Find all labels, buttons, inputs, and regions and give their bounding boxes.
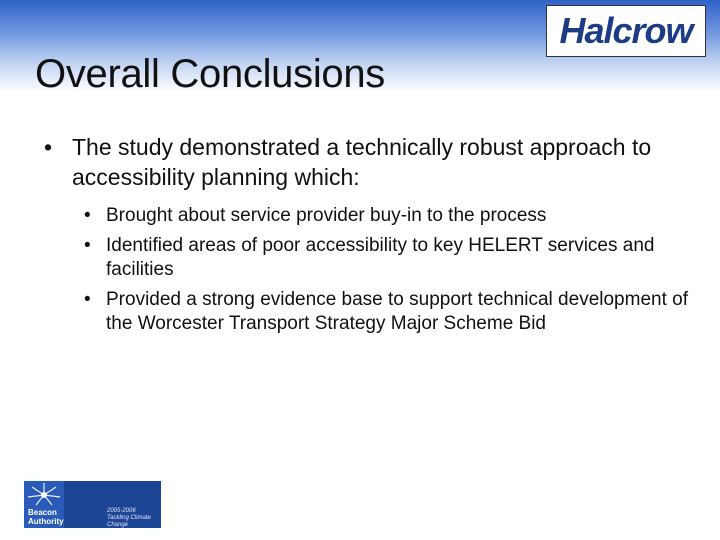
beacon-logo-line2: Authority [28,517,64,526]
bullet-dot-icon: • [44,134,53,160]
main-bullet [44,132,694,192]
beacon-logo-years: 2005-2006 [107,508,136,514]
sub-bullet-item [84,288,694,336]
slide-body [44,132,694,342]
sub-bullet-item [84,204,694,228]
slide-title: Overall Conclusions [35,52,386,96]
main-bullet-text: The study demonstrated a technically robust approach to accessibility planning which: [72,134,652,190]
sub-bullet-text: Provided a strong evidence base to support technical development of the Worcester Transport Strategy Major Scheme Bid [106,289,688,334]
beacon-logo-words [28,508,64,526]
bullet-dot-icon: • [84,205,91,226]
sub-bullet-text: Brought about service provider buy-in to the process [106,205,547,226]
beacon-logo-meta [107,508,161,528]
halcrow-logo [546,5,706,57]
halcrow-logo-text: Halcrow [559,10,693,51]
bullet-dot-icon: • [84,289,91,310]
bullet-dot-icon: • [84,235,91,256]
beacon-authority-logo [24,481,161,528]
sub-bullet-text: Identified areas of poor accessibility to key HELERT services and facilities [106,235,655,280]
sub-bullet-item [84,234,694,282]
beacon-logo-tagline: Tackling Climate Change [107,515,151,528]
sub-bullet-list [44,204,694,336]
beacon-logo-line1: Beacon [28,508,57,517]
